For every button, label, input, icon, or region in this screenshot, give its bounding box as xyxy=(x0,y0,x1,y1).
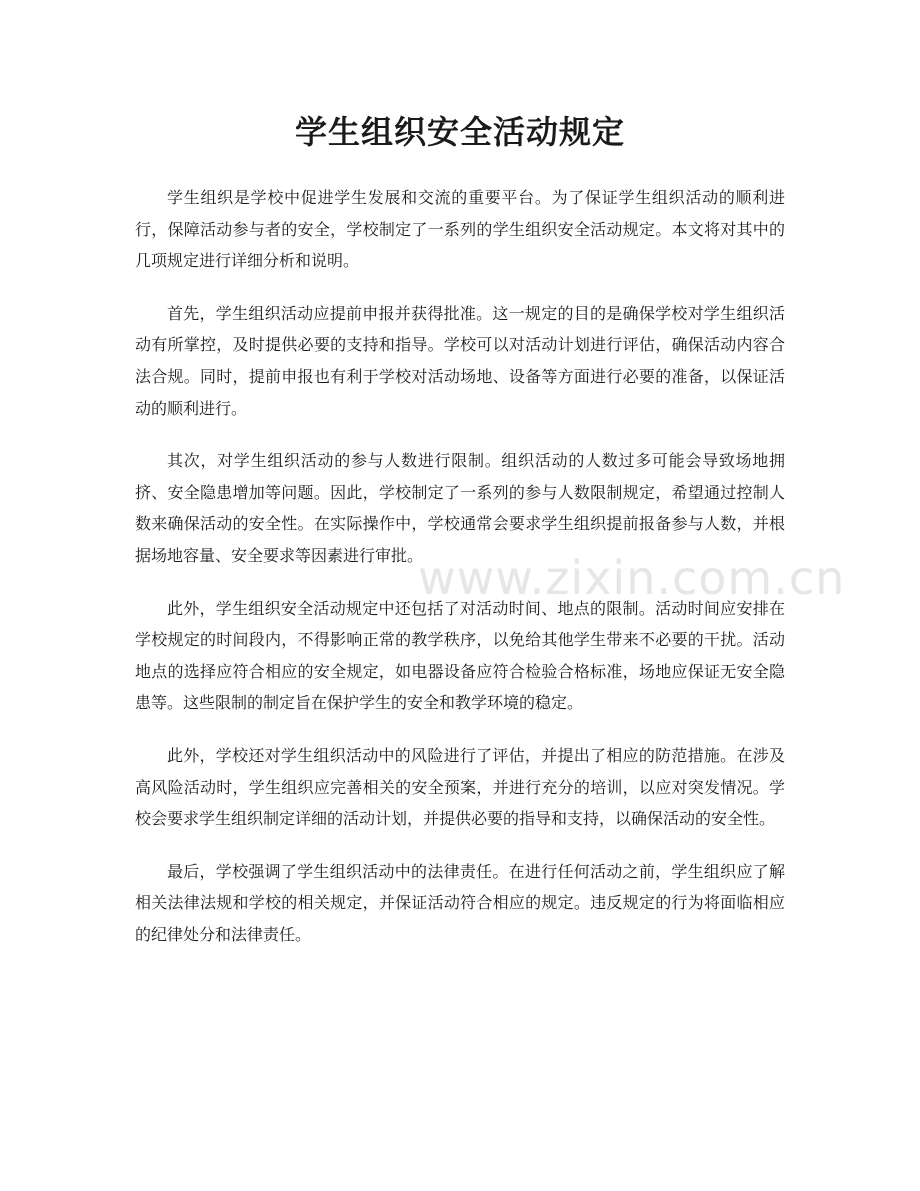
document-title: 学生组织安全活动规定 xyxy=(294,113,625,151)
document-body xyxy=(135,182,846,971)
paragraph-3: 其次，对学生组织活动的参与人数进行限制。组织活动的人数过多可能会导致场地拥挤、安全隐患增加等问题。因此，学校制定了一系列的参与人数限制规定，希望通过控制人数来确保活动的安全性。在实际操作中，学校通常会要求学生组织提前报备参与人数，并根据场地容量、安全要求等因素进行审批。 xyxy=(135,451,785,565)
paragraph-6: 最后，学校强调了学生组织活动中的法律责任。在进行任何活动之前，学生组织应了解相关法律法规和学校的相关规定，并保证活动符合相应的规定。违反规定的行为将面临相应的纪律处分和法律责任。 xyxy=(135,861,785,944)
paragraph-5: 此外，学校还对学生组织活动中的风险进行了评估，并提出了相应的防范措施。在涉及高风险活动时，学生组织应完善相关的安全预案，并进行充分的培训，以应对突发情况。学校会要求学生组织制定详细的活动计划，并提供必要的指导和支持，以确保活动的安全性。 xyxy=(135,745,785,829)
paragraph-1: 学生组织是学校中促进学生发展和交流的重要平台。为了保证学生组织活动的顺利进行，保障活动参与者的安全，学校制定了一系列的学生组织安全活动规定。本文将对其中的几项规定进行详细分析和说明。 xyxy=(135,188,785,271)
watermark-text: www.zixin.com.cn xyxy=(418,551,846,605)
paragraph-2: 首先，学生组织活动应提前申报并获得批准。这一规定的目的是确保学校对学生组织活动有所掌控，及时提供必要的支持和指导。学校可以对活动计划进行评估，确保活动内容合法合规。同时，提前申报也有利于学校对活动场地、设备等方面进行必要的准备，以保证活动的顺利进行。 xyxy=(135,303,785,418)
paragraph-4: 此外，学生组织安全活动规定中还包括了对活动时间、地点的限制。活动时间应安排在学校规定的时间段内，不得影响正常的教学秩序，以免给其他学生带来不必要的干扰。活动地点的选择应符合相应的安全规定，如电器设备应符合检验合格标准，场地应保证无安全隐患等。这些限制的制定旨在保护学生的安全和教学环境的稳定。 xyxy=(135,598,785,713)
